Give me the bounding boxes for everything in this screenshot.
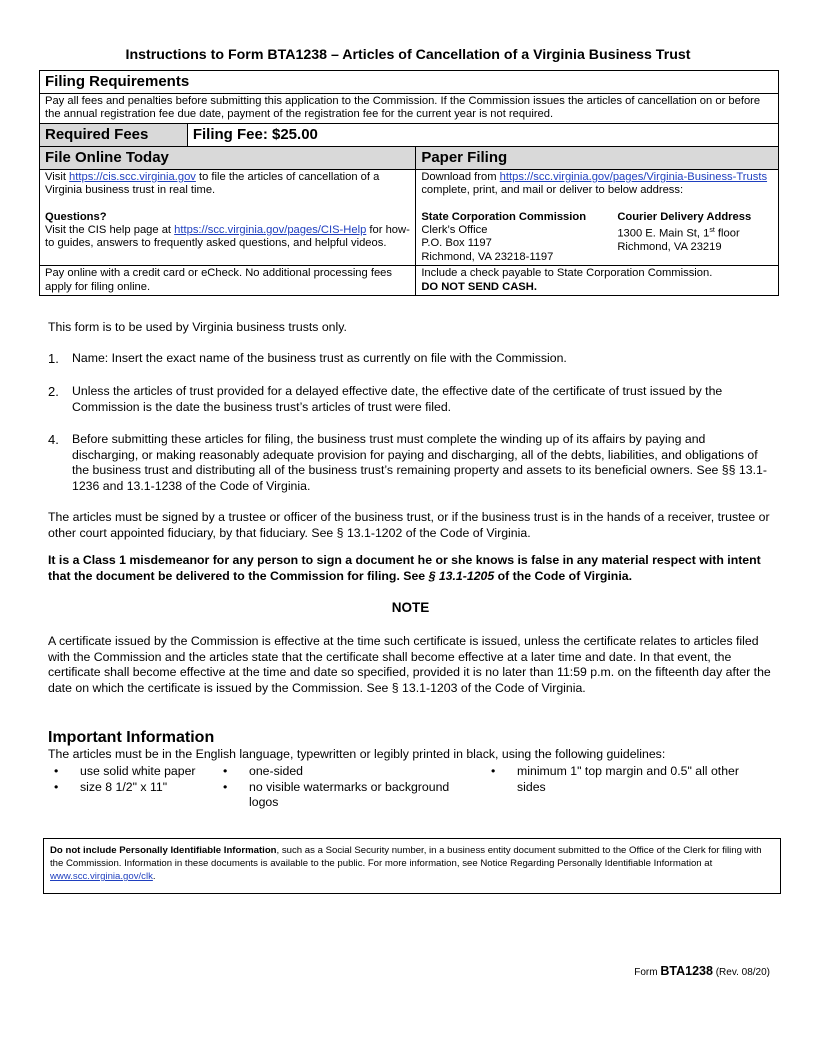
mailing-heading: State Corporation Commission: [421, 210, 587, 223]
guideline-text: one-sided: [249, 764, 304, 778]
intro-text: This form is to be used by Virginia business trusts only.: [48, 320, 347, 334]
paper-filing-cell: [416, 169, 779, 265]
courier-floor: floor: [714, 227, 740, 240]
item-text: Name: Insert the exact name of the business trust as currently on file with the Commission.: [72, 351, 567, 365]
questions-heading: Questions?: [45, 210, 107, 223]
paper-payment-cell: [416, 266, 779, 296]
warning-text: It is a Class 1 misdemeanor for any person to sign a document he or she knows is false in any material respect with intent that the document be delivered to the Commission for filing. See: [48, 553, 761, 583]
mailing-line: Clerk’s Office: [421, 224, 488, 237]
courier-heading: Courier Delivery Address: [617, 210, 752, 223]
check-text: Include a check payable to State Corporation Commission.: [421, 267, 713, 280]
guideline-text: no visible watermarks or background logos: [249, 779, 450, 810]
courier-street: 1300 E. Main St, 1: [617, 227, 710, 240]
warning-text-end: of the Code of Virginia.: [494, 568, 632, 583]
item-number: 1.: [48, 351, 59, 366]
list-item: [48, 432, 773, 494]
questions-text: [45, 224, 410, 251]
cis-link[interactable]: https://cis.scc.virginia.gov: [69, 170, 196, 183]
important-text: The articles must be in the English language, typewritten or legibly printed in black, using the following guidelines:: [48, 747, 666, 761]
addresses: [421, 211, 773, 265]
paper-filing-heading: Paper Filing: [416, 146, 779, 169]
courier-line: [617, 224, 751, 241]
misdemeanor-warning: [48, 553, 773, 584]
visit-suffix: to file the articles of cancellation of a Virginia business trust in real time.: [45, 170, 380, 197]
list-item: [217, 780, 482, 811]
mailing-line: Richmond, VA 23218-1197: [421, 250, 554, 263]
file-online-heading: File Online Today: [40, 146, 416, 169]
guidelines-column: [217, 764, 482, 811]
bullet-icon: •: [223, 779, 228, 794]
form-footer: [634, 964, 770, 978]
clerk-link[interactable]: www.scc.virginia.gov/clk: [50, 871, 153, 882]
important-information: [48, 729, 773, 763]
file-online-cell: [40, 169, 416, 265]
footer-revision: (Rev. 08/20): [712, 967, 770, 978]
bullet-icon: •: [54, 779, 59, 794]
list-item: [485, 764, 770, 795]
note-text: A certificate issued by the Commission is effective at the time such certificate is issued, unless the certificate relates to articles filed with the Commission and the articles state that the certificate shall become effective at a later time and date. In that event, the certificate shall become effective at the time and date so specified, provided it is no later than 11:59 p.m. on the fifteenth day after the date on which the certificate is issued by the Commission. See § 13.1-1203 of the Code of Virginia.: [48, 634, 771, 695]
guidelines-column: [48, 764, 223, 795]
bullet-icon: •: [491, 764, 496, 778]
pii-text: , such as a Social Security number, in a business entity document submitted to the Office of the Clerk for filing with the Commission. Information in these documents is available to the public. For more information, see Notice Regarding Personally Identifiable Information at: [50, 845, 762, 869]
pii-notice: [43, 838, 781, 894]
footer-form-number: BTA1238: [660, 964, 713, 978]
pii-end: .: [152, 871, 156, 882]
mailing-address: [421, 211, 617, 265]
download-prefix: Download from: [421, 170, 500, 183]
signature-text: The articles must be signed by a trustee or officer of the business trust, or if the business trust is in the hands of a receiver, trustee or other court appointed fiduciary, by that fiduciary. See § 13.1-1202 of the Code of Virginia.: [48, 510, 770, 540]
filing-requirements-heading: Filing Requirements: [40, 71, 779, 94]
page-title: Instructions to Form BTA1238 – Articles of Cancellation of a Virginia Business Trust: [125, 47, 691, 63]
guideline-text: minimum 1" top margin and 0.5" all other sides: [517, 764, 739, 794]
footer-prefix: Form: [634, 967, 661, 978]
filing-requirements-text: Pay all fees and penalties before submitting this application to the Commission. If the Commission issues the articles of cancellation on or before the annual registration fee due date, payment of the registration fee for the current year is not required.: [40, 94, 779, 124]
guideline-text: size 8 1/2" x 11": [80, 779, 168, 794]
list-item: [48, 384, 773, 415]
note-heading: NOTE: [391, 600, 430, 615]
warning-code-ref: § 13.1-1205: [428, 568, 495, 583]
pii-bold: Do not include Personally Identifiable Information: [50, 845, 277, 856]
item-number: 2.: [48, 384, 59, 399]
paper-form-link[interactable]: https://scc.virginia.gov/pages/Virginia-Business-Trusts: [499, 170, 768, 183]
visit-prefix: Visit: [45, 170, 70, 183]
item-text: Before submitting these articles for filing, the business trust must complete the winding up of its affairs by paying and discharging, or making reasonably adequate provision for paying and discharging, all of the debts, liabilities, and obligations of the business trust and distributing all of the business trust’s remaining property and assets to its beneficial owners. See §§ 13.1-1236 and 13.1-1238 of the Code of Virginia.: [72, 432, 767, 493]
online-payment-text: Pay online with a credit card or eCheck. No additional processing fees apply for filing online.: [40, 266, 416, 296]
item-number: 4.: [48, 432, 59, 447]
courier-address: [617, 211, 751, 265]
download-text: [421, 171, 773, 198]
filing-fee-value: Filing Fee: $25.00: [187, 123, 778, 146]
list-item: [48, 780, 223, 796]
list-item: [48, 351, 773, 367]
mailing-line: P.O. Box 1197: [421, 237, 492, 250]
important-heading: Important Information: [48, 729, 215, 746]
bullet-icon: •: [54, 764, 59, 778]
file-online-visit: [45, 171, 410, 198]
download-suffix: complete, print, and mail or deliver to below address:: [421, 184, 684, 197]
item-text: Unless the articles of trust provided for a delayed effective date, the effective date of the certificate of trust issued by the Commission is the date the business trust’s articles of trust were filed.: [72, 384, 723, 414]
courier-superscript: st: [709, 227, 715, 235]
bullet-icon: •: [223, 764, 228, 778]
cis-help-link[interactable]: https://scc.virginia.gov/pages/CIS-Help: [174, 224, 367, 237]
required-fees-label: Required Fees: [40, 123, 188, 146]
list-item: [217, 764, 482, 780]
guideline-text: use solid white paper: [80, 764, 196, 778]
no-cash-text: DO NOT SEND CASH.: [421, 280, 537, 293]
questions-prefix: Visit the CIS help page at: [45, 224, 175, 237]
courier-line: Richmond, VA 23219: [617, 241, 722, 254]
list-item: [48, 764, 223, 780]
questions-suffix: for how-to guides, answers to frequently asked questions, and helpful videos.: [45, 224, 410, 250]
guidelines-column: [485, 764, 770, 795]
filing-requirements-table: [39, 70, 779, 296]
